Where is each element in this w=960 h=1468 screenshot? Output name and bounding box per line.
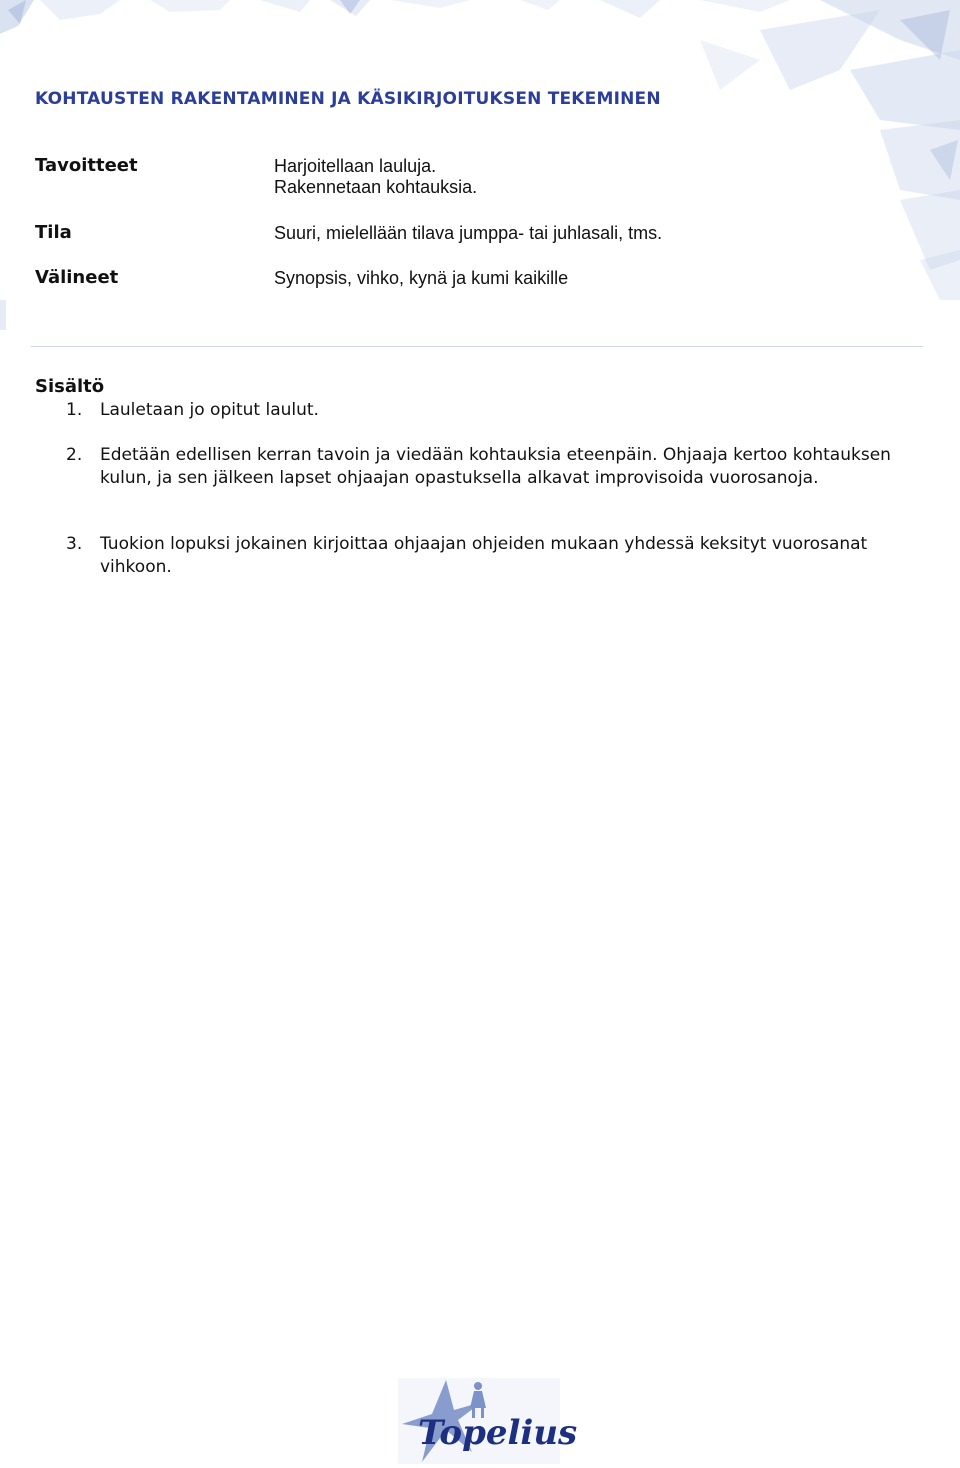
- goals-line: Rakennetaan kohtauksia.: [274, 177, 478, 197]
- list-item-number: 1.: [66, 400, 83, 420]
- list-item: [35, 399, 895, 422]
- goals-value: [274, 156, 477, 198]
- logo-wordmark: Topelius: [418, 1413, 578, 1453]
- list-item-text: Edetään edellisen kerran tavoin ja viedään kohtauksia eteenpäin. Ohjaaja kertoo kohtauksen kulun, ja sen jälkeen lapset ohjaajan opastuksella alkavat improvisoida vuorosanoja.: [100, 445, 891, 488]
- topelius-logo: [398, 1378, 578, 1464]
- list-item: [35, 533, 895, 578]
- document-title: KOHTAUSTEN RAKENTAMINEN JA KÄSIKIRJOITUKSEN TEKEMINEN: [35, 89, 661, 109]
- equipment-label: Välineet: [35, 267, 119, 288]
- space-label: Tila: [35, 222, 72, 243]
- header-background: [0, 0, 960, 340]
- list-item-number: 2.: [66, 445, 83, 465]
- space-value: Suuri, mielellään tilava jumppa- tai juhlasali, tms.: [274, 223, 663, 243]
- section-divider: [31, 346, 923, 347]
- goals-line: Harjoitellaan lauluja.: [274, 156, 437, 176]
- equipment-value: Synopsis, vihko, kynä ja kumi kaikille: [274, 268, 569, 288]
- list-item-number: 3.: [66, 534, 83, 554]
- content-heading: Sisältö: [35, 376, 105, 397]
- list-item: [35, 444, 895, 489]
- goals-label: Tavoitteet: [35, 155, 138, 176]
- list-item-text: Tuokion lopuksi jokainen kirjoittaa ohjaajan ohjeiden mukaan yhdessä keksityt vuorosanat vihkoon.: [100, 534, 868, 577]
- list-item-text: Lauletaan jo opitut laulut.: [100, 400, 319, 420]
